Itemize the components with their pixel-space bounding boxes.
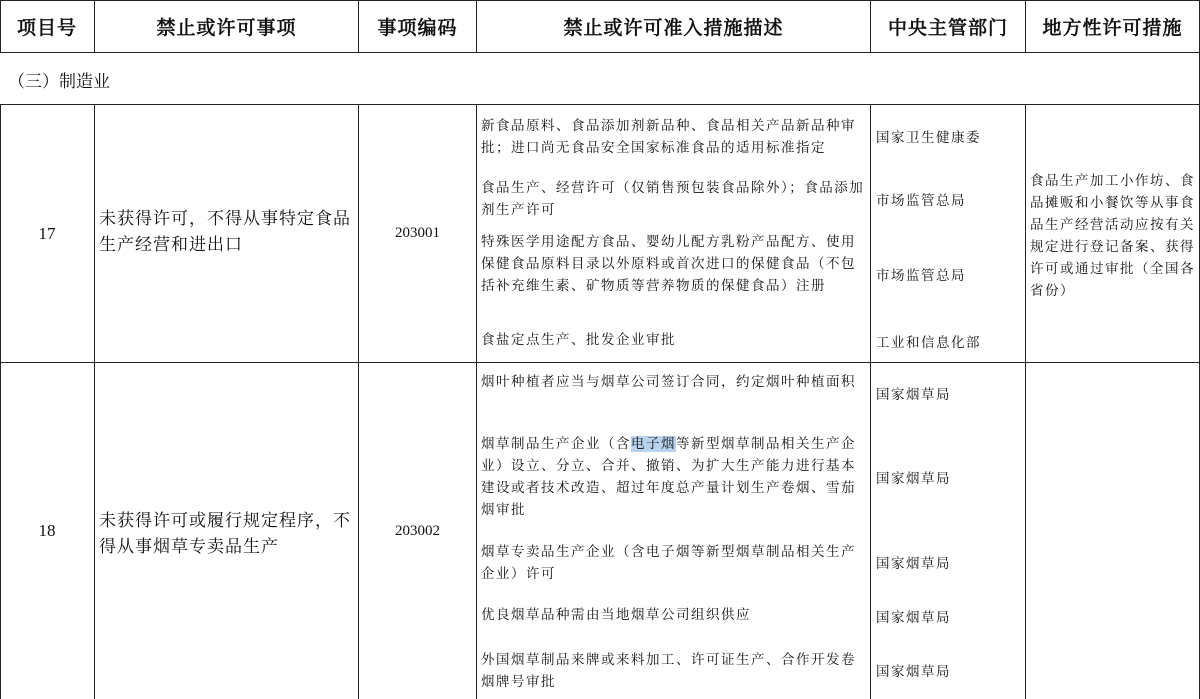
- row-18-measure-4: 优良烟草品种需由当地烟草公司组织供应: [481, 607, 751, 623]
- row-18-dept-4: 国家烟草局: [876, 610, 951, 626]
- row-17-dept-2: 市场监管总局: [876, 193, 966, 209]
- header-item-no: 项目号: [16, 16, 77, 39]
- section-bottom-rule: [0, 104, 1200, 105]
- column-rule: [1025, 104, 1026, 699]
- column-rule: [94, 104, 95, 699]
- row-divider: [0, 362, 1200, 363]
- highlighted-selection[interactable]: 电子烟: [631, 436, 676, 452]
- row-17-dept-4: 工业和信息化部: [876, 335, 981, 351]
- measure-text: 等新型烟草制品相关生产企业）设立、分立、合并、撤销、为扩大生产能力进行基本建设或者技术改造、超过年度总产量计划生产卷烟、雪茄烟审批: [481, 436, 856, 518]
- row-18-code: 203002: [395, 522, 440, 539]
- row-18-dept-5: 国家烟草局: [876, 664, 951, 680]
- row-17-matter: 未获得许可，不得从事特定食品生产经营和进出口: [99, 209, 351, 255]
- row-18-measure-3: 烟草专卖品生产企业（含电子烟等新型烟草制品相关生产企业）许可: [481, 544, 856, 582]
- row-17-measure-4: 食盐定点生产、批发企业审批: [481, 332, 676, 348]
- row-17-dept-3: 市场监管总局: [876, 268, 966, 284]
- row-17-item-no: 17: [38, 223, 56, 243]
- row-18-measure-1: 烟叶种植者应当与烟草公司签订合同，约定烟叶种植面积: [481, 374, 856, 390]
- header-department: 中央主管部门: [887, 16, 1008, 39]
- header-local-measures: 地方性许可措施: [1042, 16, 1183, 39]
- row-17-code: 203001: [395, 225, 440, 241]
- row-18-dept-3: 国家烟草局: [876, 556, 951, 572]
- row-17-measure-1: 新食品原料、食品添加剂新品种、食品相关产品新品种审批；进口尚无食品安全国家标准食品的适用标准指定: [481, 118, 856, 156]
- row-18-measure-2: [481, 433, 866, 521]
- row-17-measure-2: 食品生产、经营许可（仅销售预包装食品除外）；食品添加剂生产许可: [481, 180, 865, 218]
- header-matter: 禁止或许可事项: [156, 16, 297, 39]
- row-17-local-measures: 食品生产加工小作坊、食品摊贩和小餐饮等从事食品生产经营活动应按有关规定进行登记备案、获得许可或通过审批（全国各省份）: [1030, 173, 1195, 299]
- header-code: 事项编码: [377, 16, 458, 39]
- measure-text: 烟草制品生产企业（含: [481, 436, 631, 452]
- row-18-dept-1: 国家烟草局: [876, 387, 951, 403]
- row-17-dept-1: 国家卫生健康委: [876, 130, 981, 146]
- row-17-measure-3: 特殊医学用途配方食品、婴幼儿配方乳粉产品配方、使用保健食品原料目录以外原料或首次进口的保健食品（不包括补充维生素、矿物质等营养物质的保健食品）注册: [481, 234, 856, 294]
- row-18-matter: 未获得许可或履行规定程序，不得从事烟草专卖品生产: [99, 511, 351, 557]
- row-18-dept-2: 国家烟草局: [876, 471, 951, 487]
- column-rule: [476, 104, 477, 699]
- section-title: （三）制造业: [8, 72, 110, 92]
- header-description: 禁止或许可准入措施描述: [563, 16, 784, 39]
- row-18-item-no: 18: [38, 521, 56, 540]
- header-bottom-rule: [0, 52, 1200, 53]
- column-rule: [870, 104, 871, 699]
- row-18-measure-5: 外国烟草制品来牌或来料加工、许可证生产、合作开发卷烟牌号审批: [481, 652, 856, 690]
